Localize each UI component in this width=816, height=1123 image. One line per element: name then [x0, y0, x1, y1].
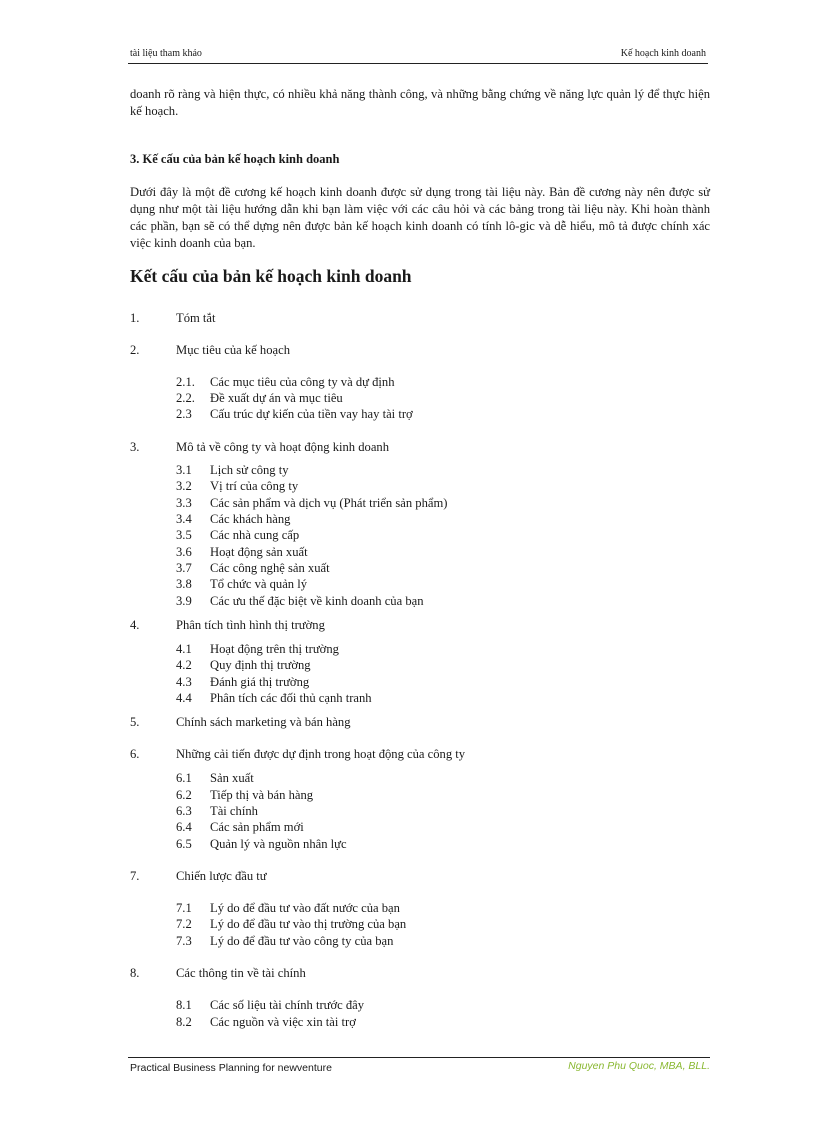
outline-subitem-number: 3.6: [176, 545, 192, 559]
outline-subitem-label: Tiếp thị và bán hàng: [210, 788, 314, 802]
outline-subitem-number: 3.5: [176, 528, 192, 542]
outline-subitem-number: 3.4: [176, 512, 192, 526]
header-right-text: Kế hoạch kinh doanh: [620, 48, 706, 59]
header-left-text: tài liệu tham khảo: [130, 48, 202, 59]
outline-subitem-number: 2.2.: [176, 391, 195, 405]
outline-subitem-label: Lý do để đầu tư vào đất nước của bạn: [210, 901, 400, 915]
footer-author-text: Nguyen Phu Quoc, MBA, BLL.: [568, 1060, 710, 1072]
outline-subitem-number: 4.1: [176, 642, 192, 656]
outline-subitem-label: Tổ chức và quản lý: [210, 577, 308, 591]
outline-subitem-label: Lịch sử công ty: [210, 463, 289, 477]
outline-subitem-number: 7.2: [176, 917, 192, 931]
outline-subitem-number: 6.4: [176, 820, 192, 834]
outline-subitem-label: Quản lý và nguồn nhân lực: [210, 837, 347, 851]
page-header: [128, 45, 708, 64]
outline-subitem-label: Tài chính: [210, 804, 258, 818]
outline-subitem-label: Đề xuất dự án và mục tiêu: [210, 391, 343, 405]
outline-subitem-label: Lý do để đầu tư vào công ty của bạn: [210, 934, 394, 948]
intro-paragraph: doanh rõ ràng và hiện thực, có nhiều khả năng thành công, và những bằng chứng về năng lực quản lý để thực hiện kế hoạch.: [130, 87, 710, 118]
outline-subitem-label: Vị trí của công ty: [210, 479, 299, 493]
outline-item-number: 3.: [130, 440, 140, 454]
outline-subitem-label: Các nhà cung cấp: [210, 528, 300, 542]
outline-item-number: 4.: [130, 618, 140, 632]
outline-subitem-number: 6.2: [176, 788, 192, 802]
outline-subitem-label: Các sản phẩm và dịch vụ (Phát triển sản phẩm): [210, 496, 448, 510]
outline-subitem-label: Các ưu thế đặc biệt về kinh doanh của bạn: [210, 594, 424, 608]
outline-subitem-label: Các mục tiêu của công ty và dự định: [210, 375, 395, 389]
outline-item-number: 5.: [130, 715, 140, 729]
outline-item-label: Mục tiêu của kế hoạch: [176, 343, 290, 357]
outline-item-label: Những cải tiến được dự định trong hoạt động của công ty: [176, 747, 466, 761]
section-paragraph: Dưới đây là một đề cương kế hoạch kinh doanh được sử dụng trong tài liệu này. Bản đề cương này nên được sử dụng như một tài liệu hướng dẫn khi bạn làm việc với các câu hỏi và các bảng trong tài liệu này. Khi hoàn thành các phần, bạn sẽ có thể dựng nên được bản kế hoạch kinh doanh có tính lô-gic và dễ hiểu, mô tả được chính xác việc kinh doanh của bạn.: [130, 185, 710, 250]
outline-subitem-number: 4.2: [176, 658, 192, 672]
outline-item-label: Phân tích tình hình thị trường: [176, 618, 325, 632]
outline-subitem-label: Lý do để đầu tư vào thị trường của bạn: [210, 917, 407, 931]
outline-subitem-number: 2.3: [176, 407, 192, 421]
outline-item-number: 7.: [130, 869, 140, 883]
outline-item-number: 2.: [130, 343, 140, 357]
outline-item-label: Tóm tắt: [176, 311, 216, 325]
outline-subitem-number: 7.3: [176, 934, 192, 948]
outline-title: Kết cấu của bản kế hoạch kinh doanh: [130, 266, 412, 286]
outline-subitem-label: Sản xuất: [210, 771, 254, 785]
outline-subitem-number: 3.3: [176, 496, 192, 510]
outline-subitem-label: Các số liệu tài chính trước đây: [210, 998, 365, 1012]
outline-subitem-number: 7.1: [176, 901, 192, 915]
outline-item-label: Các thông tin về tài chính: [176, 966, 306, 980]
outline-subitem-label: Các khách hàng: [210, 512, 291, 526]
section-heading: 3. Kế cấu của bản kế hoạch kinh doanh: [130, 152, 340, 166]
outline-subitem-number: 6.1: [176, 771, 192, 785]
outline-subitem-number: 8.1: [176, 998, 192, 1012]
outline-item-label: Chiến lược đầu tư: [176, 869, 267, 883]
outline-subitem-number: 4.3: [176, 675, 192, 689]
outline-subitem-label: Hoạt động sản xuất: [210, 545, 308, 559]
outline-subitem-number: 3.7: [176, 561, 192, 575]
outline-subitem-label: Quy định thị trường: [210, 658, 311, 672]
outline-item-number: 6.: [130, 747, 140, 761]
footer-left-text: Practical Business Planning for newventure: [130, 1062, 332, 1074]
outline-subitem-label: Cấu trúc dự kiến của tiền vay hay tài trợ: [210, 407, 413, 421]
outline-subitem-number: 6.3: [176, 804, 192, 818]
outline-subitem-label: Các công nghệ sản xuất: [210, 561, 330, 575]
outline-subitem-number: 3.9: [176, 594, 192, 608]
outline-item-number: 1.: [130, 311, 140, 325]
outline-item-number: 8.: [130, 966, 140, 980]
outline-subitem-label: Các nguồn và việc xin tài trợ: [210, 1015, 356, 1029]
outline-subitem-number: 3.1: [176, 463, 192, 477]
page-footer: [128, 1057, 710, 1076]
outline-subitem-label: Các sản phẩm mới: [210, 820, 304, 834]
outline-subitem-number: 4.4: [176, 691, 192, 705]
outline-item-label: Chính sách marketing và bán hàng: [176, 715, 351, 729]
outline-subitem-number: 6.5: [176, 837, 192, 851]
outline-subitem-number: 8.2: [176, 1015, 192, 1029]
outline-subitem-label: Đánh giá thị trường: [210, 675, 310, 689]
outline-subitem-label: Phân tích các đối thủ cạnh tranh: [210, 691, 372, 705]
outline-subitem-label: Hoạt động trên thị trường: [210, 642, 339, 656]
outline-subitem-number: 2.1.: [176, 375, 195, 389]
outline-item-label: Mô tả về công ty và hoạt động kinh doanh: [176, 440, 390, 454]
outline-subitem-number: 3.2: [176, 479, 192, 493]
outline-subitem-number: 3.8: [176, 577, 192, 591]
